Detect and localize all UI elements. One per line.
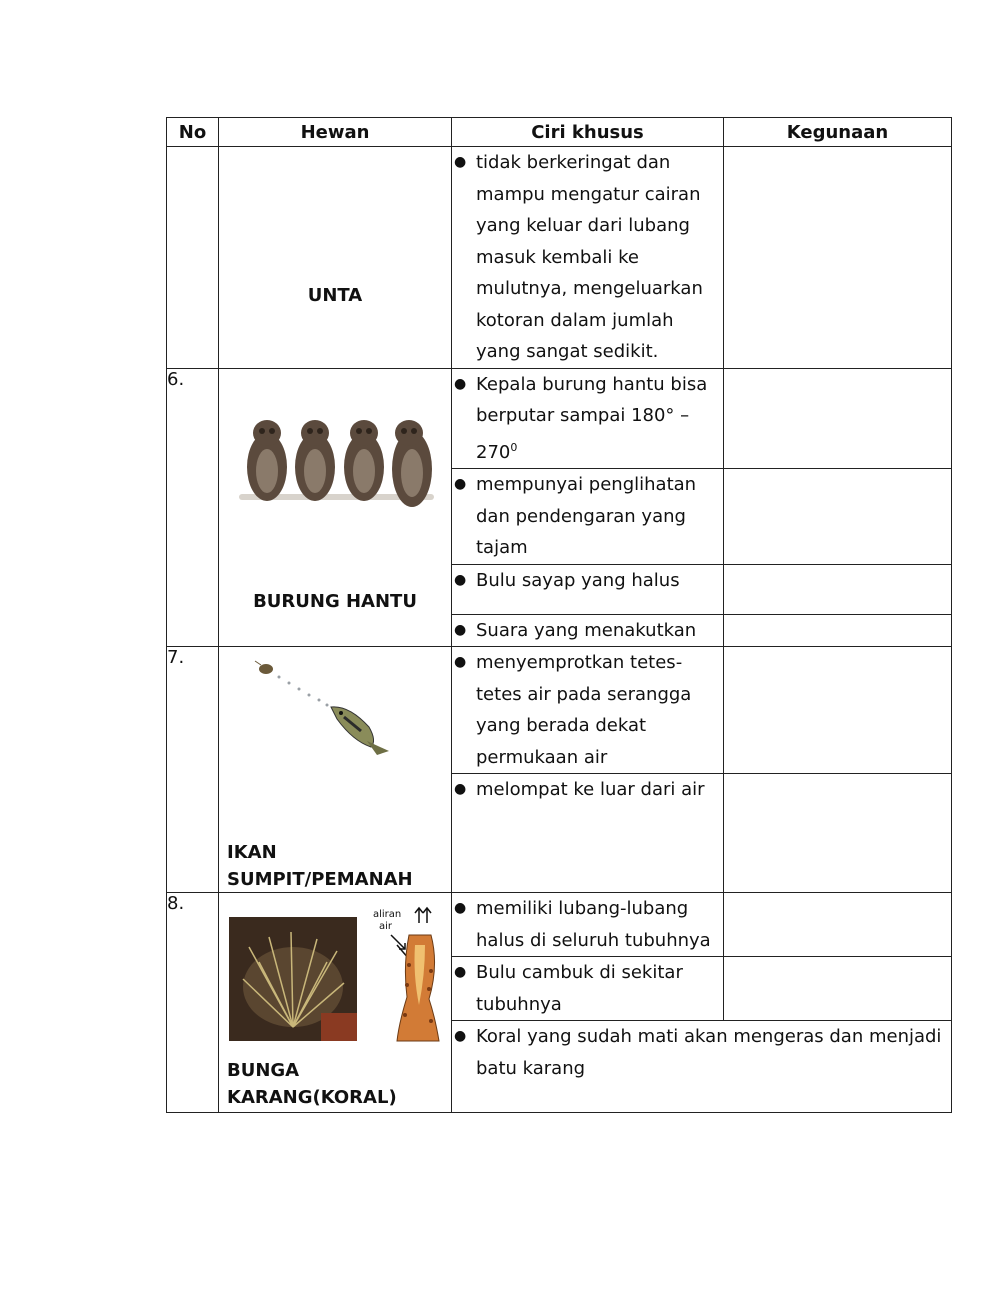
table-row: [167, 147, 952, 369]
trait-text: Bulu cambuk di sekitar tubuhnya: [476, 962, 683, 1015]
trait-text: Suara yang menakutkan: [476, 619, 697, 641]
kegunaan-answer-cell[interactable]: [724, 647, 952, 774]
animal-cell: [219, 147, 452, 369]
water-label: air: [379, 921, 393, 932]
animal-cell: [219, 893, 452, 1113]
trait-cell: [452, 147, 724, 369]
kegunaan-answer-cell[interactable]: [724, 469, 952, 565]
bullet-icon: ●: [454, 900, 467, 916]
kegunaan-answer-cell[interactable]: [724, 614, 952, 647]
trait-cell: [452, 1021, 952, 1113]
trait-text-angle: 270: [476, 441, 511, 463]
owls-image: [237, 399, 437, 529]
bullet-icon: ●: [454, 964, 467, 980]
trait-text: Koral yang sudah mati akan mengeras dan menjadi batu karang: [476, 1026, 942, 1079]
trait-cell: [452, 957, 724, 1021]
animal-name: BUNGA KARANG(KORAL): [227, 1060, 397, 1108]
bullet-icon: ●: [454, 1028, 467, 1044]
kegunaan-answer-cell[interactable]: [724, 957, 952, 1021]
sponge-diagram: [369, 905, 447, 1045]
coral-photo: [229, 917, 357, 1041]
bullet-icon: ●: [454, 781, 467, 797]
trait-text: Kepala burung hantu bisa berputar sampai 180° –: [476, 373, 708, 426]
animal-name: BURUNG HANTU: [253, 590, 417, 612]
table-row: [167, 368, 952, 469]
trait-text: memiliki lubang-lubang halus di seluruh tubuhnya: [476, 898, 711, 951]
trait-cell: [452, 614, 724, 647]
header-ciri: Ciri khusus: [452, 118, 724, 147]
kegunaan-answer-cell[interactable]: [724, 564, 952, 614]
row-number: [167, 147, 219, 369]
kegunaan-answer-cell[interactable]: [724, 368, 952, 469]
trait-cell: [452, 469, 724, 565]
header-row: [167, 118, 952, 147]
bullet-icon: ●: [454, 154, 467, 170]
trait-cell: [452, 368, 724, 469]
kegunaan-answer-cell[interactable]: [724, 147, 952, 369]
archerfish-image: [249, 655, 399, 760]
header-no: No: [167, 118, 219, 147]
row-number: 6.: [167, 368, 219, 647]
flow-label: aliran: [373, 909, 402, 920]
header-hewan: Hewan: [219, 118, 452, 147]
animal-cell: [219, 647, 452, 893]
trait-text: menyemprotkan tetes-tetes air pada serangga yang berada dekat permukaan air: [476, 652, 692, 768]
trait-cell: [452, 647, 724, 774]
table-row: [167, 893, 952, 957]
row-number: 8.: [167, 893, 219, 1113]
animal-name: IKAN SUMPIT/PEMANAH: [227, 842, 413, 890]
bullet-icon: ●: [454, 571, 467, 588]
row-number: 7.: [167, 647, 219, 893]
trait-cell: [452, 893, 724, 957]
trait-text: tidak berkeringat dan mampu mengatur cairan yang keluar dari lubang masuk kembali ke mulutnya, mengeluarkan kotoran dalam jumlah yang sangat sedikit.: [476, 152, 703, 362]
table-row: [167, 647, 952, 774]
bullet-icon: ●: [454, 476, 467, 492]
animal-cell: [219, 368, 452, 647]
trait-text: Bulu sayap yang halus: [476, 569, 680, 591]
bullet-icon: ●: [454, 621, 467, 638]
animal-name: UNTA: [307, 285, 363, 306]
trait-text: mempunyai penglihatan dan pendengaran yang tajam: [476, 474, 697, 558]
bullet-icon: ●: [454, 375, 467, 392]
kegunaan-answer-cell[interactable]: [724, 774, 952, 893]
kegunaan-answer-cell[interactable]: [724, 893, 952, 957]
trait-cell: [452, 774, 724, 893]
trait-text: melompat ke luar dari air: [476, 779, 705, 800]
animal-traits-table: [166, 117, 952, 1113]
header-kegunaan: Kegunaan: [724, 118, 952, 147]
degree-superscript: 0: [510, 440, 518, 454]
bullet-icon: ●: [454, 654, 467, 670]
trait-cell: [452, 564, 724, 614]
